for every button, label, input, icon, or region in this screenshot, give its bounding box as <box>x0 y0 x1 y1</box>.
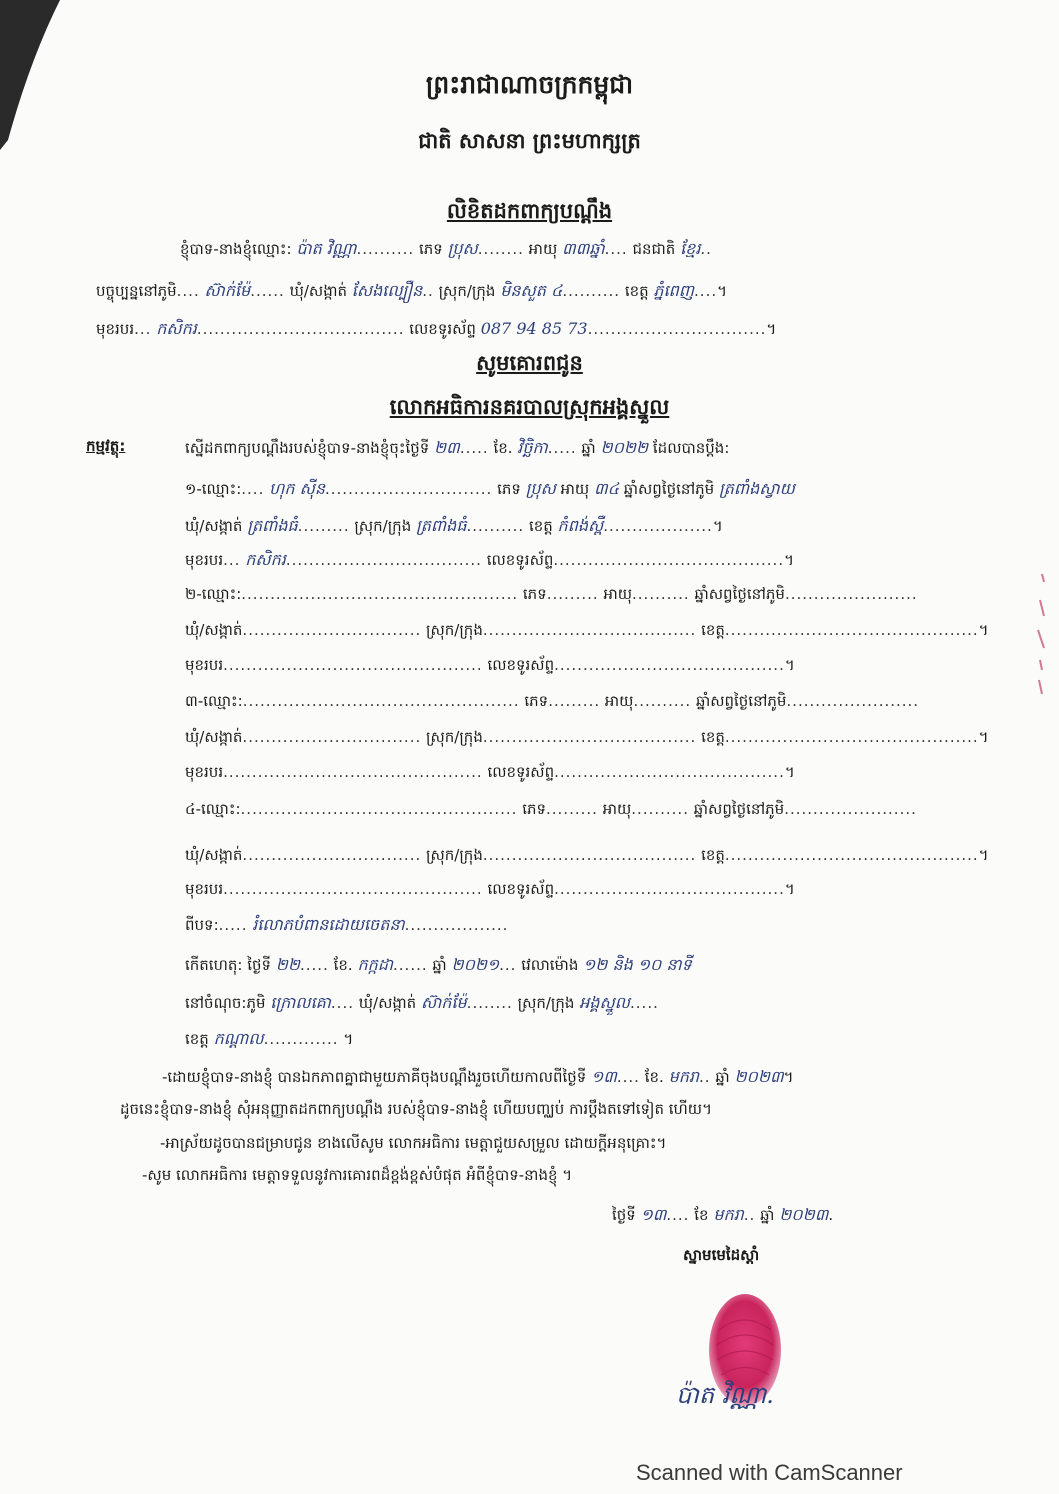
party-age-label: អាយុ <box>602 800 632 818</box>
signature-date-label: ថ្ងៃទី <box>612 1206 636 1224</box>
signed-name: ប៉ាត វិណ្ណា. <box>676 1381 774 1409</box>
incident-day: ២២ <box>275 955 300 974</box>
incident-place-row: នៅចំណុច:ភូមិ ក្រោលគោ.... ឃុំ/សង្កាត់ ស៊ាក់ម៉ែ........ ស្រុក/ក្រុង អង្គស្នួល..... <box>185 993 659 1012</box>
address-label: បច្ចុប្បន្ននៅភូមិ <box>96 282 177 300</box>
party-sex-label: ភេទ <box>522 800 546 818</box>
party-job-label: មុខរបរ <box>185 551 224 569</box>
party-sex-value: ប្រុស <box>525 479 556 498</box>
request-heading: សូមគោរពជូន <box>476 351 583 375</box>
place-commune-label: ឃុំ/សង្កាត់ <box>358 994 417 1012</box>
party-1-row-2: ឃុំ/សង្កាត់ ត្រពាំងធំ......... ស្រុក/ក្រុង ត្រពាំងធំ.......... ខេត្ត កំពង់ស្ពឺ...................។ <box>185 516 723 535</box>
signature-month-label: ខែ <box>694 1206 709 1224</box>
signature-year-label: ឆ្នាំ <box>760 1206 775 1224</box>
body-line-1-month-label: ខែ <box>644 1068 660 1086</box>
party-district-label: ស្រុក/ក្រុង <box>426 621 483 639</box>
party-province-value: កំពង់ស្ពឺ <box>557 516 604 535</box>
name-label: ខ្ញុំបាទ-នាងខ្ញុំឈ្មោះ <box>180 240 287 258</box>
party-district-label: ស្រុក/ក្រុង <box>354 517 412 535</box>
party-4-row-1: ៤-ឈ្មោះ:................................................ ភេទ......... អាយុ.......... ឆ្នាំសព្វថ្ងៃនៅភូមិ....................... <box>185 800 917 818</box>
party-2-row-1: ២-ឈ្មោះ:................................................ ភេទ......... អាយុ.......... ឆ្នាំសព្វថ្ងៃនៅភូមិ....................... <box>185 585 918 603</box>
party-3-row-2: ឃុំ/សង្កាត់............................... ស្រុក/ក្រុង..................................... ខេត្ត............................................។ <box>185 728 989 746</box>
party-job-value: កសិករ <box>245 550 286 569</box>
province-label: ខេត្ត <box>624 282 649 300</box>
place-district-label: ស្រុក/ក្រុង <box>517 994 575 1012</box>
party-commune-label: ឃុំ/សង្កាត់ <box>185 621 243 639</box>
incident-date-label: កើតហេតុ: ថ្ងៃទី <box>185 956 271 974</box>
party-sex-label: ភេទ <box>497 480 521 498</box>
place-province-label: ខេត្ត <box>185 1030 209 1048</box>
complainant-row-2: បច្ចុប្បន្ននៅភូមិ.... ស៊ាក់ម៉ែ...... ឃុំ/សង្កាត់ សែងល្បឿន.. ស្រុក/ក្រុង មិនសួត ៤.......... ខេត្ត ភ្នំពេញ....។ <box>96 281 727 300</box>
subject-tail: ដែលបានប្តឹង: <box>652 439 730 457</box>
place-label: នៅចំណុច:ភូមិ <box>185 994 266 1012</box>
party-birth-label: ឆ្នាំសព្វថ្ងៃនៅភូមិ <box>693 800 785 818</box>
phone-label: លេខទូរស័ព្ទ <box>409 320 476 338</box>
commune-value: សែងល្បឿន <box>351 281 423 300</box>
body-line-2: ដូចនេះខ្ញុំបាទ-នាងខ្ញុំ សុំអនុញ្ញាតដកពាក្យបណ្ដឹង របស់ខ្ញុំបាទ-នាងខ្ញុំ ហើយបញ្ឈប់ ការប្ដឹងតទៅទៀត ហើយ។ <box>120 1100 712 1118</box>
party-birth-label: ឆ្នាំសព្វថ្ងៃនៅភូមិ <box>694 585 785 603</box>
incident-time: ១២ និង ១០ នាទី <box>583 955 692 974</box>
party-3-row-3: មុខរបរ............................................. លេខទូរស័ព្ទ........................................។ <box>185 763 795 781</box>
place-village: ក្រោលគោ <box>270 993 331 1012</box>
party-name-label: ២-ឈ្មោះ <box>185 585 237 603</box>
subject-year-label: ឆ្នាំ <box>581 439 596 457</box>
incident-month: កក្កដា <box>357 955 394 974</box>
body-line-1-text: -ដោយខ្ញុំបាទ-នាងខ្ញុំ បានឯកភាពគ្នាជាមួយភាគីចុងបណ្ដឹងរួចហើយកាលពីថ្ងៃទី <box>162 1068 587 1086</box>
party-sex-label: ភេទ <box>524 692 549 710</box>
signature-day: ១៣ <box>640 1205 667 1224</box>
party-job-label: មុខរបរ <box>185 880 224 898</box>
job-label: មុខរបរ <box>96 320 135 338</box>
subject-month: វិច្ឆិកា <box>517 438 548 457</box>
subject-day: ២៣ <box>434 438 460 457</box>
incident-month-label: ខែ <box>333 956 348 974</box>
incident-year: ២០២១ <box>451 955 500 974</box>
body-line-1-year: ២០២៣ <box>734 1067 784 1086</box>
party-name-label: ១-ឈ្មោះ <box>185 480 237 498</box>
place-district: អង្គស្នួល <box>579 993 631 1012</box>
district-label: ស្រុក/ក្រុង <box>438 282 496 300</box>
sex-label: ភេទ <box>418 240 443 258</box>
party-district-label: ស្រុក/ក្រុង <box>426 846 483 864</box>
party-4-row-2: ឃុំ/សង្កាត់............................... ស្រុក/ក្រុង..................................... ខេត្ត............................................។ <box>185 846 989 864</box>
place-commune: ស៊ាក់ម៉ែ <box>420 993 467 1012</box>
party-commune-label: ឃុំ/សង្កាត់ <box>185 728 243 746</box>
province-value: ភ្នំពេញ <box>653 281 695 300</box>
thumbprint-label: ស្នាមមេដៃស្ដាំ <box>683 1246 760 1264</box>
age-label: អាយុ <box>528 240 558 258</box>
district-value: មិនសួត ៤ <box>500 281 563 300</box>
body-line-3: -អាស្រ័យដូចបានជម្រាបជូន ខាងលើសូម លោកអធិការ មេត្តាជួយសម្រួល ដោយក្ដីអនុគ្រោះ។ <box>160 1134 667 1152</box>
subject-year: ២០២២ <box>600 438 649 457</box>
scanner-footer: Scanned with CamScanner <box>636 1460 903 1485</box>
party-name-label: ៣-ឈ្មោះ <box>185 692 238 710</box>
subject-intro: ស្នើដកពាក្យបណ្ដឹងរបស់ខ្ញុំបាទ-នាងខ្ញុំចុះថ្ងៃទី <box>185 439 430 457</box>
nationality-value: ខ្មែរ <box>680 239 701 258</box>
party-phone-label: លេខទូរស័ព្ទ <box>487 656 555 674</box>
complainant-row-1: ខ្ញុំបាទ-នាងខ្ញុំឈ្មោះ: ប៉ាត វិណ្ណា.......... ភេទ ប្រុស........ អាយុ ៣៣ឆ្នាំ.... ជនជាតិ ខ្មែរ.. <box>180 239 712 258</box>
kingdom-heading: ព្រះរាជាណាចក្រកម្ពុជា <box>425 70 634 99</box>
body-line-1-month: មករា <box>668 1067 700 1086</box>
party-3-row-1: ៣-ឈ្មោះ:................................................ ភេទ......... អាយុ.......... ឆ្នាំសព្វថ្ងៃនៅភូមិ....................... <box>185 692 920 710</box>
signature-year: ២០២៣ <box>779 1205 829 1224</box>
village-value: ស៊ាក់ម៉ែ <box>204 281 251 300</box>
party-1-row-1: ១-ឈ្មោះ:.... ហុក ស៊ីន............................. ភេទ ប្រុស អាយុ ៣៤ ឆ្នាំសព្វថ្ងៃនៅភូមិ ត្រពាំងស្វាយ <box>185 479 795 498</box>
party-commune-label: ឃុំ/សង្កាត់ <box>185 517 243 535</box>
party-birth-value: ត្រពាំងស្វាយ <box>718 479 795 498</box>
case-row: ពីបទ:..... រំលោភបំពានដោយចេតនា.................. <box>185 915 509 934</box>
party-commune-label: ឃុំ/សង្កាត់ <box>185 846 243 864</box>
party-1-row-3: មុខរបរ... កសិករ.................................. លេខទូរស័ព្ទ........................................។ <box>185 550 794 569</box>
party-province-label: ខេត្ត <box>701 728 725 746</box>
document-title: លិខិតដកពាក្យបណ្តឹង <box>446 199 613 223</box>
body-line-1-year-label: ឆ្នាំ <box>715 1068 730 1086</box>
party-commune-value: ត្រពាំងធំ <box>247 516 298 535</box>
party-job-label: មុខរបរ <box>185 656 224 674</box>
party-age-label: អាយុ <box>603 585 633 603</box>
signature-month: មករា <box>713 1205 744 1224</box>
party-2-row-2: ឃុំ/សង្កាត់............................... ស្រុក/ក្រុង..................................... ខេត្ត............................................។ <box>185 621 989 639</box>
phone-value: 087 94 85 73 <box>480 319 588 338</box>
nationality-label: ជនជាតិ <box>632 240 676 258</box>
subject-month-label: ខែ <box>493 439 508 457</box>
party-2-row-3: មុខរបរ............................................. លេខទូរស័ព្ទ........................................។ <box>185 656 795 674</box>
body-line-1-day: ១៣ <box>591 1067 617 1086</box>
body-line-1: -ដោយខ្ញុំបាទ-នាងខ្ញុំ បានឯកភាពគ្នាជាមួយភាគីចុងបណ្ដឹងរួចហើយកាលពីថ្ងៃទី ១៣.... ខែ. មករា.. ឆ្នាំ ២០២៣។ <box>162 1067 794 1086</box>
party-age-label: អាយុ <box>560 480 590 498</box>
motto-heading: ជាតិ សាសនា ព្រះមហាក្សត្រ <box>418 129 641 153</box>
party-district-label: ស្រុក/ក្រុង <box>426 728 483 746</box>
party-phone-label: លេខទូរស័ព្ទ <box>487 880 555 898</box>
party-province-label: ខេត្ត <box>701 621 725 639</box>
body-line-4: -សូម លោកអធិការ មេត្តាទទួលនូវការគោរពដ៏ខ្ពង់ខ្ពស់បំផុត អំពីខ្ញុំបាទ-នាងខ្ញុំ ។ <box>142 1166 573 1184</box>
case-label: ពីបទ: <box>185 916 219 934</box>
party-district-value: ត្រពាំងធំ <box>416 516 467 535</box>
party-name-value: ហុក ស៊ីន <box>269 479 325 498</box>
party-birth-label: ឆ្នាំសព្វថ្ងៃនៅភូមិ <box>623 480 715 498</box>
subject-label: កម្មវត្ថុ: <box>86 437 126 455</box>
party-job-label: មុខរបរ <box>185 763 224 781</box>
incident-date-row: កើតហេតុ: ថ្ងៃទី ២២..... ខែ. កក្កដា...... ឆ្នាំ ២០២១... វេលាម៉ោង ១២ និង ១០ នាទី <box>185 955 692 974</box>
incident-year-label: ឆ្នាំ <box>432 956 447 974</box>
party-phone-label: លេខទូរស័ព្ទ <box>486 551 554 569</box>
party-age-label: អាយុ <box>604 692 634 710</box>
party-phone-label: លេខទូរស័ព្ទ <box>487 763 555 781</box>
party-age-value: ៣៤ <box>593 479 619 498</box>
party-birth-label: ឆ្នាំសព្វថ្ងៃនៅភូមិ <box>695 692 787 710</box>
job-value: កសិករ <box>156 319 197 338</box>
recipient-heading: លោកអធិការនគរបាលស្រុកអង្គស្នួល <box>389 395 670 419</box>
party-province-label: ខេត្ត <box>528 517 553 535</box>
party-sex-label: ភេទ <box>522 585 547 603</box>
subject-text: ស្នើដកពាក្យបណ្ដឹងរបស់ខ្ញុំបាទ-នាងខ្ញុំចុះថ្ងៃទី ២៣..... ខែ. វិច្ឆិកា..... ឆ្នាំ ២០២២ ដែលបានប្តឹង: <box>185 438 730 457</box>
case-value: រំលោភបំពានដោយចេតនា <box>252 915 405 934</box>
complainant-row-3: មុខរបរ... កសិករ.................................... លេខទូរស័ព្ទ 087 94 85 73...............................។ <box>96 319 777 338</box>
margin-mark <box>1030 570 1050 700</box>
commune-label: ឃុំ/សង្កាត់ <box>289 282 348 300</box>
party-name-label: ៤-ឈ្មោះ <box>185 800 236 818</box>
party-4-row-3: មុខរបរ............................................. លេខទូរស័ព្ទ........................................។ <box>185 880 795 898</box>
party-province-label: ខេត្ត <box>701 846 725 864</box>
incident-province-row: ខេត្ត កណ្តាល............. ។ <box>185 1029 354 1048</box>
place-province: កណ្តាល <box>213 1029 264 1048</box>
age-value: ៣៣ឆ្នាំ <box>562 239 605 258</box>
incident-time-label: វេលាម៉ោង <box>521 956 579 974</box>
name-value: ប៉ាត វិណ្ណា <box>296 239 357 258</box>
sex-value: ប្រុស <box>447 239 478 258</box>
signature-date: ថ្ងៃទី ១៣.... ខែ មករា.. ឆ្នាំ ២០២៣. <box>612 1205 834 1224</box>
